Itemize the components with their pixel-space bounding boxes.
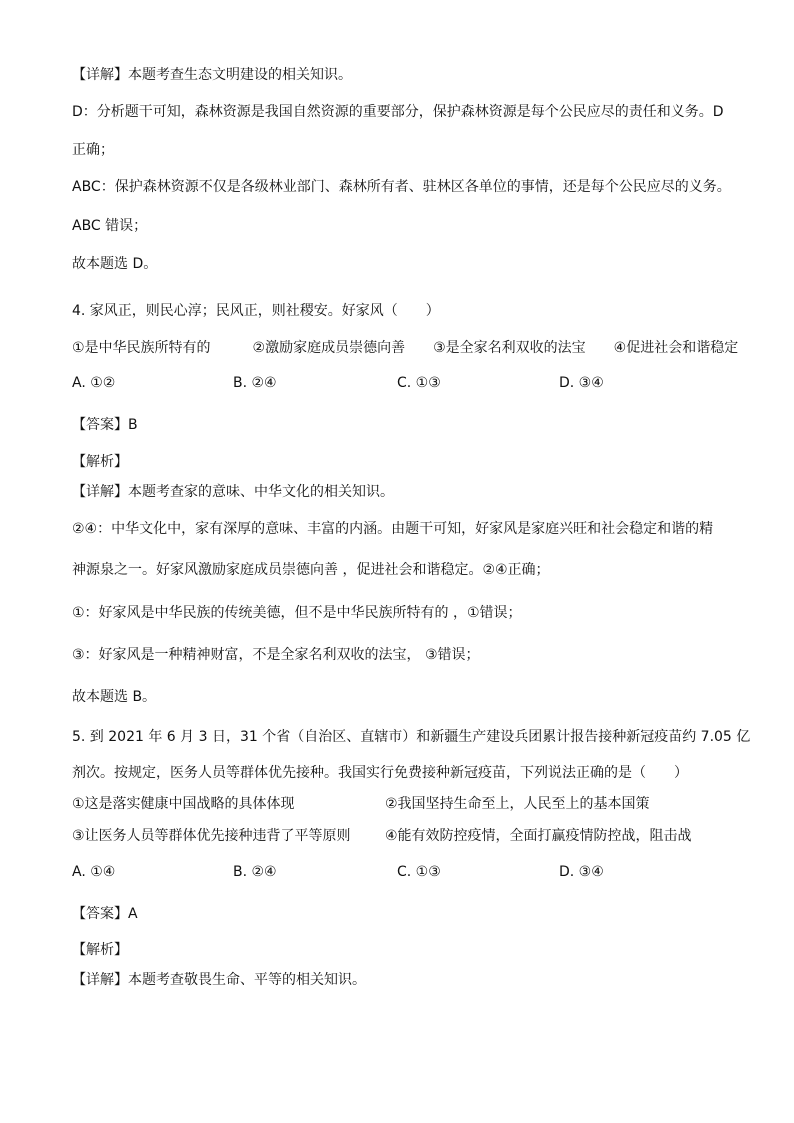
q4-conclusion: 故本题选 B。 bbox=[72, 689, 157, 705]
q5-statement-2: ②我国坚持生命至上，人民至上的基本国策 bbox=[385, 796, 650, 812]
q5-options bbox=[72, 863, 754, 881]
q4-option-d: D. ③④ bbox=[559, 375, 604, 391]
detail-line: 【详解】本题考查生态文明建设的相关知识。 bbox=[72, 67, 352, 83]
q4-explanation-24-cont: 神源泉之一。好家风激励家庭成员崇德向善 ，促进社会和谐稳定。②④正确； bbox=[72, 562, 550, 578]
q5-statements-row1 bbox=[72, 795, 754, 813]
q4-option-b: B. ②④ bbox=[233, 375, 277, 391]
explanation-d: D：分析题干可知，森林资源是我国自然资源的重要部分，保护森林资源是每个公民应尽的责任和义务。D bbox=[72, 104, 724, 120]
q5-option-c: C. ①③ bbox=[397, 864, 441, 880]
q4-analysis-heading: 【解析】 bbox=[72, 454, 128, 470]
q4-explanation-24: ②④：中华文化中，家有深厚的意味、丰富的内涵。由题干可知，好家风是家庭兴旺和社会稳定和谐的精 bbox=[72, 521, 714, 537]
q5-detail: 【详解】本题考查敬畏生命、平等的相关知识。 bbox=[72, 972, 366, 988]
q4-stem: 4. 家风正，则民心淳；民风正，则社稷安。好家风（ ） bbox=[72, 303, 440, 319]
q4-option-a: A. ①② bbox=[72, 375, 116, 391]
q5-answer: 【答案】A bbox=[72, 906, 138, 922]
explanation-abc-cont: ABC 错误； bbox=[72, 218, 148, 234]
q4-explanation-1: ①：好家风是中华民族的传统美德，但不是中华民族所特有的 ，①错误； bbox=[72, 605, 522, 621]
q4-explanation-3: ③：好家风是一种精神财富，不是全家名利双收的法宝， ③错误； bbox=[72, 647, 480, 663]
q5-statements-row2 bbox=[72, 827, 754, 845]
explanation-abc: ABC：保护森林资源不仅是各级林业部门、森林所有者、驻林区各单位的事情，还是每个公民应尽的义务。 bbox=[72, 179, 731, 195]
q4-detail: 【详解】本题考查家的意味、中华文化的相关知识。 bbox=[72, 484, 394, 500]
explanation-d-cont: 正确； bbox=[72, 142, 114, 158]
conclusion: 故本题选 D。 bbox=[72, 256, 158, 272]
q5-option-d: D. ③④ bbox=[559, 864, 604, 880]
q5-option-a: A. ①④ bbox=[72, 864, 116, 880]
q4-statements: ①是中华民族所特有的 ②激励家庭成员崇德向善 ③是全家名利双收的法宝 ④促进社会和谐稳定 bbox=[72, 340, 739, 356]
q5-stem-cont: 剂次。按规定，医务人员等群体优先接种。我国实行免费接种新冠疫苗，下列说法正确的是（ ） bbox=[72, 765, 688, 781]
q5-statement-3: ③让医务人员等群体优先接种违背了平等原则 bbox=[72, 828, 351, 844]
q5-option-b: B. ②④ bbox=[233, 864, 277, 880]
q4-options bbox=[72, 374, 754, 392]
q4-answer: 【答案】B bbox=[72, 417, 138, 433]
q4-option-c: C. ①③ bbox=[397, 375, 441, 391]
q5-analysis-heading: 【解析】 bbox=[72, 942, 128, 958]
q5-statement-1: ①这是落实健康中国战略的具体体现 bbox=[72, 796, 295, 812]
q5-statement-4: ④能有效防控疫情，全面打赢疫情防控战，阻击战 bbox=[385, 828, 692, 844]
q5-stem: 5. 到 2021 年 6 月 3 日，31 个省（自治区、直辖市）和新疆生产建设兵团累计报告接种新冠疫苗约 7.05 亿 bbox=[72, 729, 751, 745]
